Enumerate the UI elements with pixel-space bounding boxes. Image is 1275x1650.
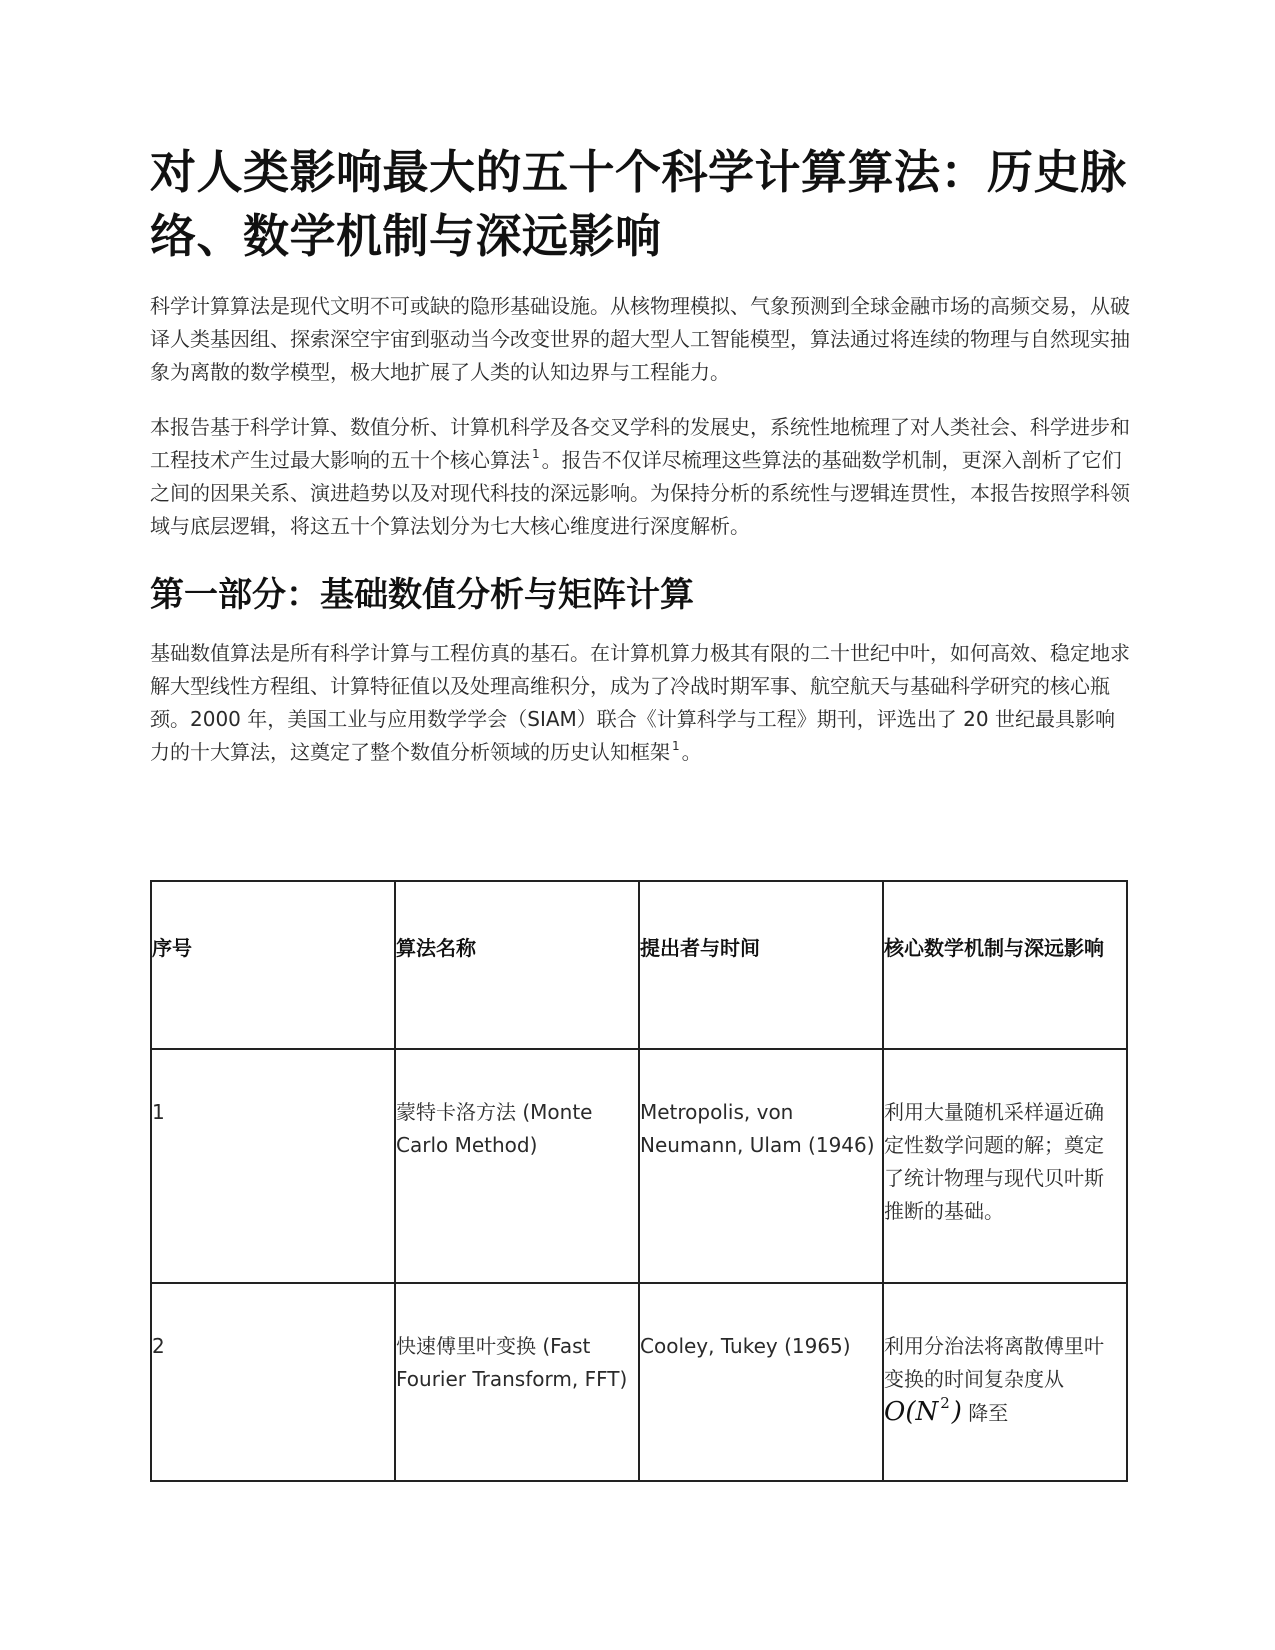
table-cell-mechanism xyxy=(883,1049,1127,1283)
column-header xyxy=(395,881,639,1049)
intro-paragraph-1: 科学计算算法是现代文明不可或缺的隐形基础设施。从核物理模拟、气象预测到全球金融市场的高频交易，从破译人类基因组、探索深空宇宙到驱动当今改变世界的超大型人工智能模型，算法通过将连续的物理与自然现实抽象为离散的数学模型，极大地扩展了人类的认知边界与工程能力。 xyxy=(150,294,1130,384)
footnote-ref[interactable]: 1 xyxy=(672,739,680,753)
mechanism-tail: 降至 xyxy=(968,1401,1009,1425)
intro-paragraph-2-text-a: 本报告基于科学计算、数值分析、计算机科学及各交叉学科的发展史，系统性地梳理了对人类社会、科学进步和工程技术产生过最大影响的五十个核心算法 xyxy=(150,415,1130,472)
column-header-label: 序号 xyxy=(152,936,192,960)
table-cell-proposer xyxy=(639,1283,883,1481)
document-body xyxy=(150,140,1130,769)
formula-close: ) xyxy=(951,1397,962,1427)
intro-paragraph-2 xyxy=(150,411,1130,543)
cell-text: 1 xyxy=(152,1100,165,1124)
section-heading: 第一部分：基础数值分析与矩阵计算 xyxy=(150,575,694,615)
table-row xyxy=(151,1049,1127,1283)
section-paragraph-text-a: 基础数值算法是所有科学计算与工程仿真的基石。在计算机算力极其有限的二十世纪中叶，如何高效、稳定地求解大型线性方程组、计算特征值以及处理高维积分，成为了冷战时期军事、航空航天与基础科学研究的核心瓶颈。2000 年，美国工业与应用数学学会（SIAM）联合《计算科学与工程》期刊，评选出了 20 世纪最具影响力的十大算法，这奠定了整个数值分析领域的历史认知框架 xyxy=(150,641,1130,764)
column-header xyxy=(639,881,883,1049)
section-paragraph xyxy=(150,637,1130,769)
cell-text: 快速傅里叶变换 (Fast Fourier Transform, FFT) xyxy=(396,1334,628,1391)
table-cell-name xyxy=(395,1283,639,1481)
table-cell-proposer xyxy=(639,1049,883,1283)
column-header xyxy=(151,881,395,1049)
formula-exponent: 2 xyxy=(940,1394,950,1412)
column-header-label: 核心数学机制与深远影响 xyxy=(884,936,1104,960)
cell-text: Metropolis, von Neumann, Ulam (1946) xyxy=(640,1100,875,1157)
table-cell-mechanism xyxy=(883,1283,1127,1481)
table-header-row xyxy=(151,881,1127,1049)
algorithm-table xyxy=(150,880,1128,1482)
column-header-label: 提出者与时间 xyxy=(640,936,760,960)
table-row xyxy=(151,1283,1127,1481)
table-cell-index xyxy=(151,1049,395,1283)
big-o-formula xyxy=(884,1394,962,1427)
section-paragraph-text-b: 。 xyxy=(681,740,702,764)
cell-text xyxy=(884,1284,1126,1430)
cell-text: 蒙特卡洛方法 (Monte Carlo Method) xyxy=(396,1100,593,1157)
intro-paragraph-2-text-b: 。报告不仅详尽梳理这些算法的基础数学机制，更深入剖析了它们之间的因果关系、演进趋势以及对现代科技的深远影响。为保持分析的系统性与逻辑连贯性，本报告按照学科领域与底层逻辑，将这五十个算法划分为七大核心维度进行深度解析。 xyxy=(150,448,1130,538)
mechanism-text: 利用分治法将离散傅里叶变换的时间复杂度从 xyxy=(884,1334,1104,1391)
table-cell-index xyxy=(151,1283,395,1481)
cell-text: 2 xyxy=(152,1334,165,1358)
cell-text: Cooley, Tukey (1965) xyxy=(640,1334,851,1358)
column-header xyxy=(883,881,1127,1049)
formula-base: O(N xyxy=(884,1397,939,1427)
cell-text: 利用大量随机采样逼近确定性数学问题的解；奠定了统计物理与现代贝叶斯推断的基础。 xyxy=(884,1100,1104,1223)
footnote-ref[interactable]: 1 xyxy=(532,447,540,461)
table-cell-name xyxy=(395,1049,639,1283)
page-title: 对人类影响最大的五十个科学计算算法：历史脉络、数学机制与深远影响 xyxy=(150,145,1127,263)
column-header-label: 算法名称 xyxy=(396,936,476,960)
